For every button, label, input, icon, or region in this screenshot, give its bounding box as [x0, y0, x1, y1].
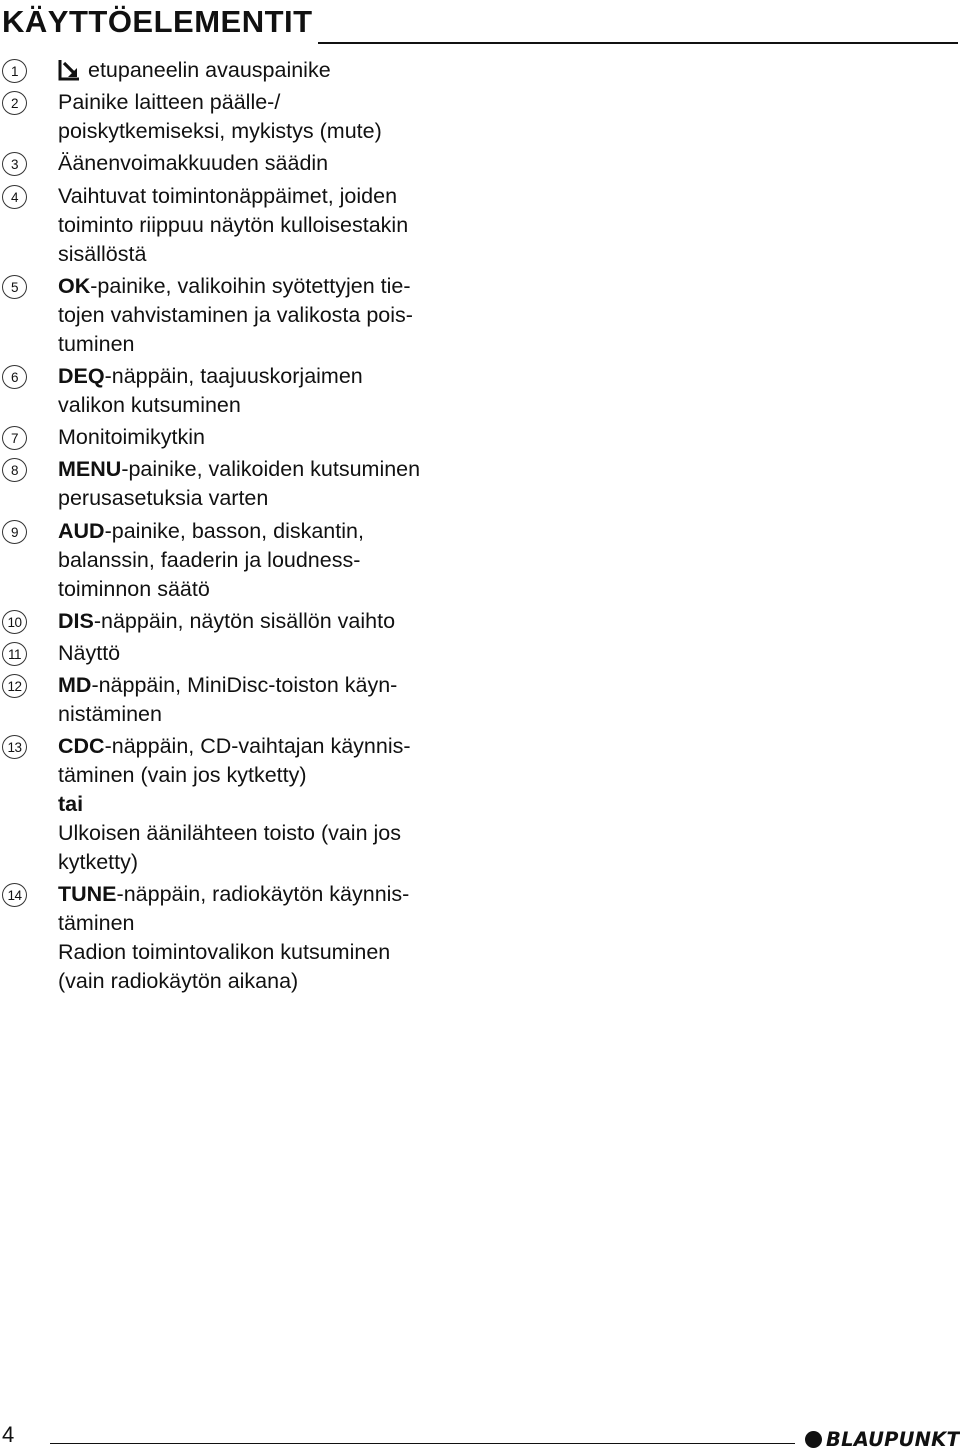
item-text: Ulkoisen äänilähteen toisto (vain jos [58, 821, 402, 846]
item-line [58, 211, 520, 240]
heading-rule [318, 42, 958, 44]
item-text: -näppäin, näytön sisällön vaihto [93, 608, 396, 633]
item-keyword: MENU [58, 457, 122, 482]
item-number: 12 [2, 674, 27, 698]
item-number: 7 [2, 426, 27, 450]
item-number: 4 [2, 185, 27, 209]
item-text: -näppäin, taajuuskorjaimen [104, 363, 363, 388]
item-line [58, 880, 520, 909]
item-number: 1 [2, 59, 27, 83]
item-line [58, 761, 520, 790]
item-text: sisällöstä [58, 241, 147, 266]
item-keyword: DIS [58, 608, 94, 633]
brand-logo [805, 1426, 960, 1452]
logo-dot-icon [805, 1431, 822, 1448]
page-number: 4 [2, 1422, 15, 1447]
list-item [0, 639, 520, 668]
item-line [58, 607, 520, 636]
item-line [58, 938, 520, 967]
item-line [58, 362, 520, 391]
item-keyword: OK [58, 273, 91, 298]
item-text: tojen vahvistaminen ja valikosta pois- [58, 302, 413, 327]
item-text: -painike, valikoihin syötettyjen tie- [90, 273, 411, 298]
list-item [0, 88, 520, 146]
item-line [58, 967, 520, 996]
item-number: 14 [2, 883, 27, 907]
item-line [58, 819, 520, 848]
item-text: -painike, basson, diskantin, [104, 518, 364, 543]
item-keyword: TUNE [58, 882, 117, 907]
item-number: 9 [2, 520, 27, 544]
list-item [0, 182, 520, 269]
list-item [0, 607, 520, 636]
item-text: kytketty) [58, 850, 139, 875]
item-text: Vaihtuvat toimintonäppäimet, joiden [58, 183, 398, 208]
item-number: 5 [2, 275, 27, 299]
item-line [58, 546, 520, 575]
item-text: täminen [58, 911, 135, 936]
item-text: toiminnon säätö [58, 576, 210, 601]
item-line [58, 639, 520, 668]
list-item [0, 149, 520, 178]
list-item [0, 56, 520, 85]
item-text: Radion toimintovalikon kutsuminen [58, 940, 391, 965]
list-item [0, 272, 520, 359]
item-text: tuminen [58, 331, 135, 356]
item-line [58, 88, 520, 117]
item-text: toiminto riippuu näytön kulloisestakin [58, 212, 409, 237]
front-panel-release-icon [58, 59, 80, 81]
item-line [58, 455, 520, 484]
item-number: 3 [2, 152, 27, 176]
item-text: täminen (vain jos kytketty) [58, 763, 307, 788]
list-item [0, 732, 520, 877]
item-text: perusasetuksia varten [58, 486, 269, 511]
page-title: KÄYTTÖELEMENTIT [2, 4, 313, 39]
item-keyword: tai [58, 792, 84, 817]
item-text: Monitoimikytkin [58, 425, 205, 450]
item-line [58, 517, 520, 546]
list-item [0, 423, 520, 452]
item-line [58, 848, 520, 877]
list-item [0, 671, 520, 729]
item-line [58, 240, 520, 269]
item-line [58, 423, 520, 452]
item-text: Äänenvoimakkuuden säädin [58, 151, 329, 176]
item-line [58, 301, 520, 330]
item-number: 6 [2, 365, 27, 389]
controls-list [0, 56, 520, 1000]
item-text: Näyttö [58, 640, 121, 665]
item-line [58, 182, 520, 211]
item-text: -näppäin, radiokäytön käynnis- [116, 882, 410, 907]
item-line [58, 149, 520, 178]
item-text: valikon kutsuminen [58, 392, 241, 417]
item-text: Painike laitteen päälle-/ [58, 90, 281, 115]
list-item [0, 362, 520, 420]
item-line [58, 484, 520, 513]
item-line [58, 790, 520, 819]
item-line [58, 56, 520, 85]
item-text: -näppäin, MiniDisc-toiston käyn- [91, 673, 398, 698]
item-text: nistäminen [58, 702, 162, 727]
item-line [58, 671, 520, 700]
item-line [58, 700, 520, 729]
item-keyword: MD [58, 673, 92, 698]
item-line [58, 272, 520, 301]
item-text: etupaneelin avauspainike [88, 58, 331, 82]
item-number: 2 [2, 91, 27, 115]
item-text: poiskytkemiseksi, mykistys (mute) [58, 119, 382, 144]
list-item [0, 517, 520, 604]
footer-rule [50, 1443, 795, 1444]
item-line [58, 330, 520, 359]
item-keyword: CDC [58, 734, 105, 759]
item-keyword: DEQ [58, 363, 105, 388]
item-number: 13 [2, 735, 27, 759]
item-line [58, 732, 520, 761]
item-number: 10 [2, 610, 27, 634]
item-number: 8 [2, 458, 27, 482]
list-item [0, 455, 520, 513]
brand-name: BLAUPUNKT [826, 1427, 960, 1451]
item-line [58, 909, 520, 938]
item-text: balanssin, faaderin ja loudness- [58, 547, 361, 572]
item-number: 11 [2, 642, 27, 666]
item-keyword: AUD [58, 518, 105, 543]
item-line [58, 117, 520, 146]
list-item [0, 880, 520, 996]
item-text: -näppäin, CD-vaihtajan käynnis- [104, 734, 411, 759]
item-line [58, 391, 520, 420]
item-text: (vain radiokäytön aikana) [58, 969, 299, 994]
item-line [58, 575, 520, 604]
item-text: -painike, valikoiden kutsuminen [121, 457, 421, 482]
